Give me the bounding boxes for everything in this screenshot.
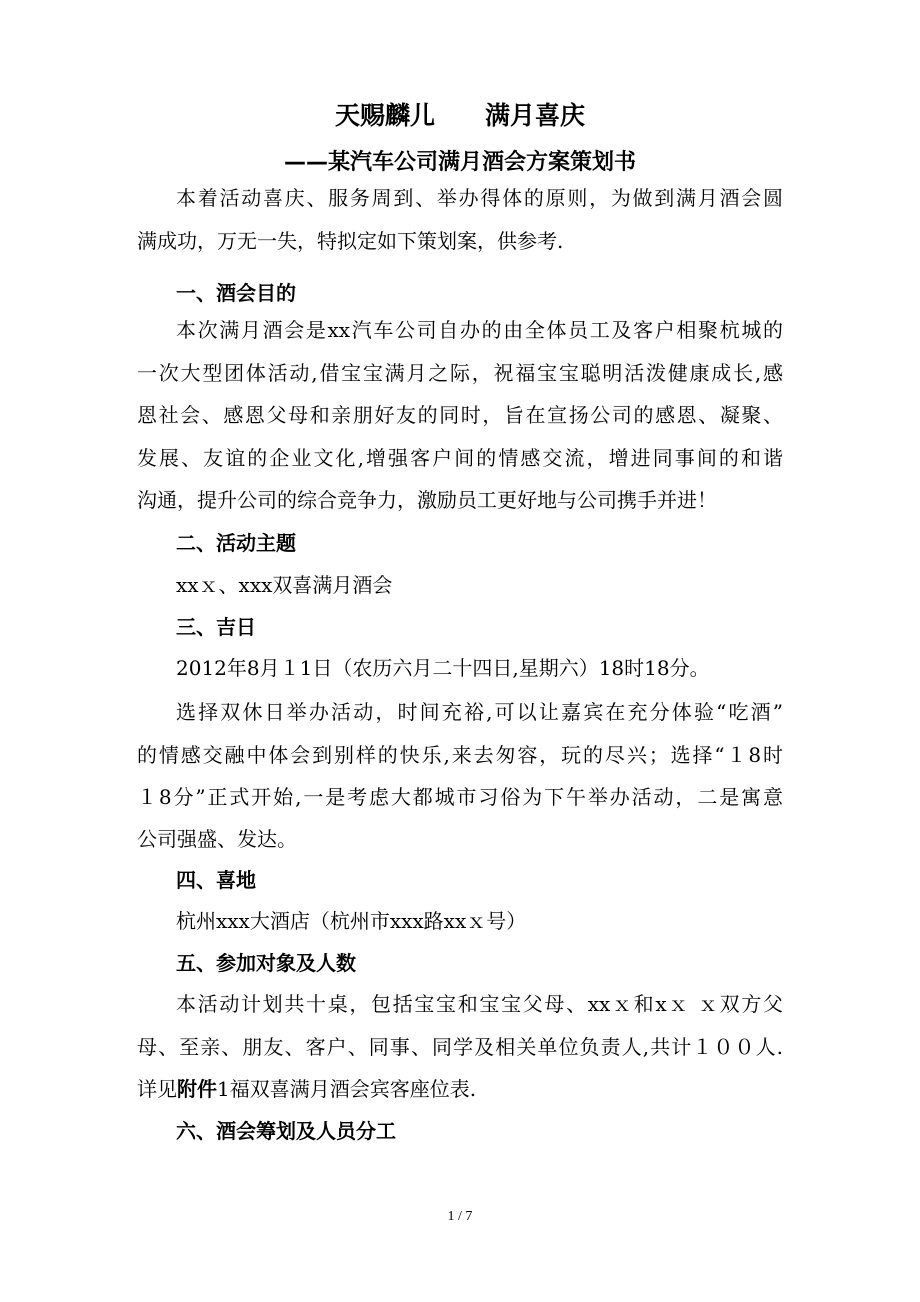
text: 1福双喜满月酒会宾客座位表. [217, 1077, 477, 1101]
body-line: 杭州xxx大酒店（杭州市xxx路xxｘ号） [176, 909, 527, 933]
intro-line: 本着活动喜庆、服务周到、举办得体的原则，为做到满月酒会圆 [176, 186, 783, 210]
document-subtitle: ——某汽车公司满月酒会方案策划书 [283, 150, 636, 175]
section-heading: 六、酒会筹划及人员分工 [176, 1119, 396, 1143]
body-line: １8分”正式开始,一是考虑大都城市习俗为下午举办活动，二是寓意 [137, 785, 783, 809]
body-line: 本活动计划共十桌，包括宝宝和宝宝父母、xxｘ和xｘ ｘ双方父 [176, 992, 783, 1016]
body-line: 母、至亲、朋友、客户、同事、同学及相关单位负责人,共计１００人. [137, 1035, 783, 1059]
section-heading: 三、吉日 [176, 615, 256, 639]
page-number: 1 / 7 [447, 1209, 473, 1224]
intro-line: 满成功，万无一失，特拟定如下策划案，供参考. [137, 229, 564, 253]
section-heading: 二、活动主题 [176, 531, 296, 555]
body-line: 恩社会、感恩父母和亲朋好友的同时，旨在宣扬公司的感恩、凝聚、 [137, 403, 783, 427]
body-line: 本次满月酒会是xx汽车公司自办的由全体员工及客户相聚杭城的 [176, 318, 783, 342]
section-heading: 四、喜地 [176, 868, 256, 892]
body-line: 的情感交融中体会到别样的快乐,来去匆容，玩的尽兴；选择“１8时 [137, 743, 783, 767]
body-line [137, 1077, 783, 1101]
text: 详见 [137, 1077, 177, 1101]
body-line: 2012年8月１1日（农历六月二十四日,星期六）18时18分。 [176, 656, 710, 680]
attachment-reference: 附件 [177, 1077, 217, 1101]
document-title: 天赐麟儿 满月喜庆 [334, 101, 585, 130]
section-heading: 一、酒会目的 [176, 281, 296, 305]
body-line: 发展、友谊的企业文化,增强客户间的情感交流，增进同事间的和谐 [137, 446, 783, 470]
body-line: 选择双休日举办活动，时间充裕,可以让嘉宾在充分体验“吃酒” [176, 700, 783, 724]
body-line: 沟通，提升公司的综合竞争力，激励员工更好地与公司携手并进！ [137, 488, 717, 512]
body-line: 公司强盛、发达。 [137, 827, 297, 851]
body-line: 一次大型团体活动,借宝宝满月之际，祝福宝宝聪明活泼健康成长,感 [137, 361, 783, 385]
section-heading: 五、参加对象及人数 [176, 951, 356, 975]
body-line: xxｘ、xxx双喜满月酒会 [176, 573, 393, 597]
